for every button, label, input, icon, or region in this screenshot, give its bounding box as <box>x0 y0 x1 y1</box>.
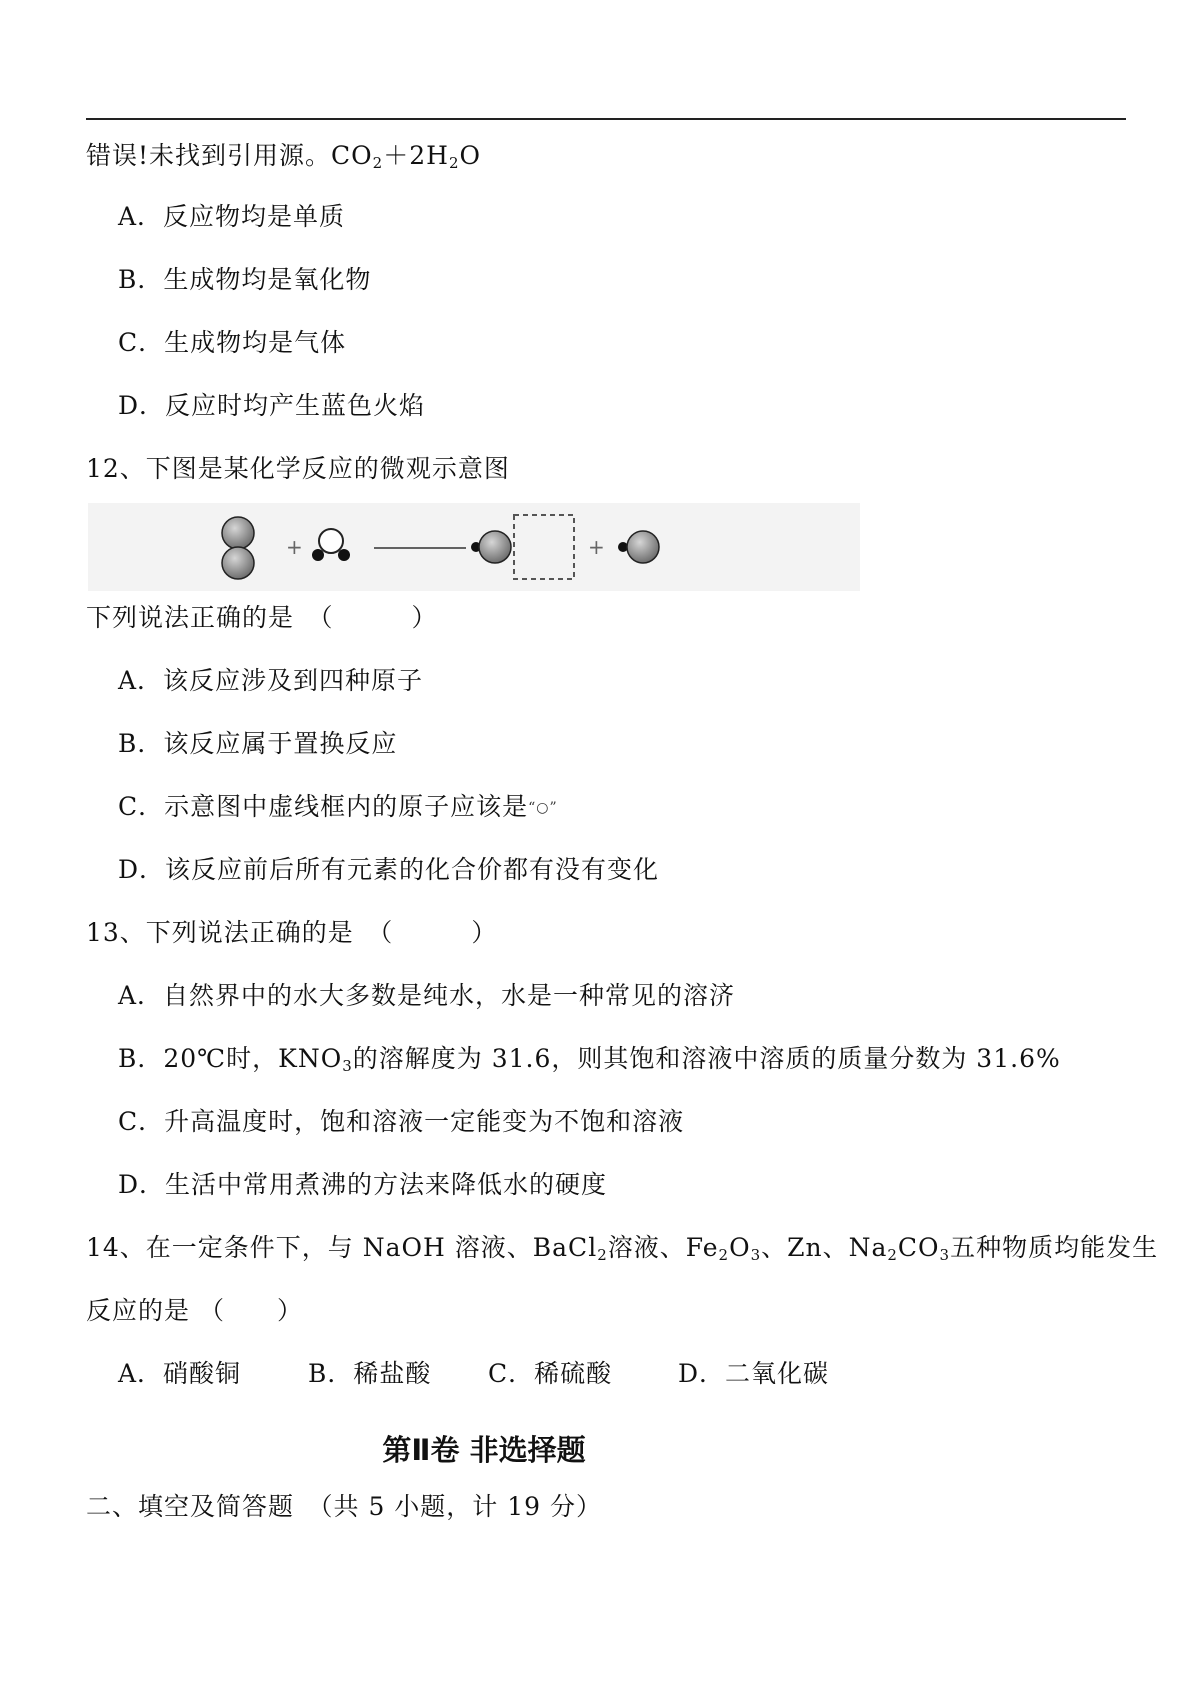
subscript: 2 <box>448 154 460 172</box>
product-molecule-2 <box>618 531 659 563</box>
q14-choice-c: C．稀硫酸 <box>488 1359 613 1388</box>
molecule-grey-diatomic <box>222 517 254 579</box>
plus-sign: + <box>588 535 605 559</box>
q11-option-a: A．反应物均是单质 <box>118 202 346 231</box>
subscript: 3 <box>342 1057 353 1075</box>
q14-choice-a: A．硝酸铜 <box>118 1359 242 1388</box>
q14-text: 、Zn、Na <box>761 1233 888 1262</box>
molecule-hollow-with-black <box>312 529 350 561</box>
black-atom <box>312 549 324 561</box>
q13-stem: 13、下列说法正确的是 （ ） <box>86 918 498 947</box>
subscript: 2 <box>887 1246 898 1264</box>
product-molecule-1 <box>471 515 574 579</box>
black-atom <box>338 549 350 561</box>
q14-text: 14、在一定条件下，与 NaOH 溶液、BaCl <box>86 1233 598 1262</box>
q14-text: 溶液、Fe <box>607 1233 719 1262</box>
section-subtitle: 二、填空及简答题 （共 5 小题，计 19 分） <box>86 1492 603 1521</box>
q12-option-c <box>118 789 558 830</box>
grey-atom <box>479 531 511 563</box>
hollow-atom-icon <box>528 790 558 830</box>
hollow-atom-label: “○” <box>528 800 558 816</box>
q14-text: CO <box>897 1233 940 1262</box>
q14-choice-b: B．稀盐酸 <box>308 1359 432 1388</box>
q14-choices <box>118 1356 829 1392</box>
subscript: 2 <box>718 1246 730 1264</box>
dashed-box <box>514 515 574 579</box>
subscript: 3 <box>939 1246 951 1264</box>
reaction-diagram-svg <box>88 503 860 591</box>
q14-choice-d: D．二氧化碳 <box>678 1359 830 1388</box>
q13-option-a: A．自然界中的水大多数是纯水，水是一种常见的溶济 <box>118 981 736 1010</box>
equation-text: O <box>459 141 481 170</box>
q12-prompt: 下列说法正确的是 （ ） <box>86 603 438 632</box>
q12-option-b: B．该反应属于置换反应 <box>118 729 398 758</box>
subscript: 2 <box>597 1246 608 1264</box>
grey-atom <box>627 531 659 563</box>
q13-option-b-text: 的溶解度为 31.6，则其饱和溶液中溶质的质量分数为 31.6% <box>352 1044 1061 1073</box>
hollow-atom <box>319 529 343 553</box>
q13-option-c: C．升高温度时，饱和溶液一定能变为不饱和溶液 <box>118 1107 685 1136</box>
q12-stem: 12、下图是某化学反应的微观示意图 <box>86 454 510 483</box>
q14-text: 五种物质均能发生 <box>950 1233 1159 1262</box>
reaction-diagram <box>88 503 860 591</box>
section-title: 第Ⅱ卷 非选择题 <box>382 1433 586 1467</box>
q12-option-a: A．该反应涉及到四种原子 <box>118 666 424 695</box>
q14-text: O <box>729 1233 751 1262</box>
q11-option-b: B．生成物均是氧化物 <box>118 265 372 294</box>
q12-option-c-text: C．示意图中虚线框内的原子应该是 <box>118 792 529 821</box>
subscript: 2 <box>372 154 384 172</box>
q13-option-b-text: B．20℃时，KNO <box>118 1044 343 1073</box>
q11-option-d: D．反应时均产生蓝色火焰 <box>118 391 426 420</box>
grey-atom <box>222 547 254 579</box>
q11-option-c: C．生成物均是气体 <box>118 328 347 357</box>
header-rule <box>86 118 1126 120</box>
q14-stem-line2: 反应的是 （ ） <box>86 1296 303 1325</box>
equation-line <box>86 138 481 174</box>
q12-option-d: D．该反应前后所有元素的化合价都有没有变化 <box>118 855 660 884</box>
plus-sign: + <box>286 535 303 559</box>
equation-text: ＋2H <box>383 141 449 170</box>
grey-atom <box>222 517 254 549</box>
q13-option-d: D．生活中常用煮沸的方法来降低水的硬度 <box>118 1170 608 1199</box>
equation-text: 错误!未找到引用源。CO <box>86 141 373 170</box>
subscript: 3 <box>750 1246 762 1264</box>
q13-option-b <box>118 1041 1061 1077</box>
q14-stem <box>86 1230 1158 1266</box>
